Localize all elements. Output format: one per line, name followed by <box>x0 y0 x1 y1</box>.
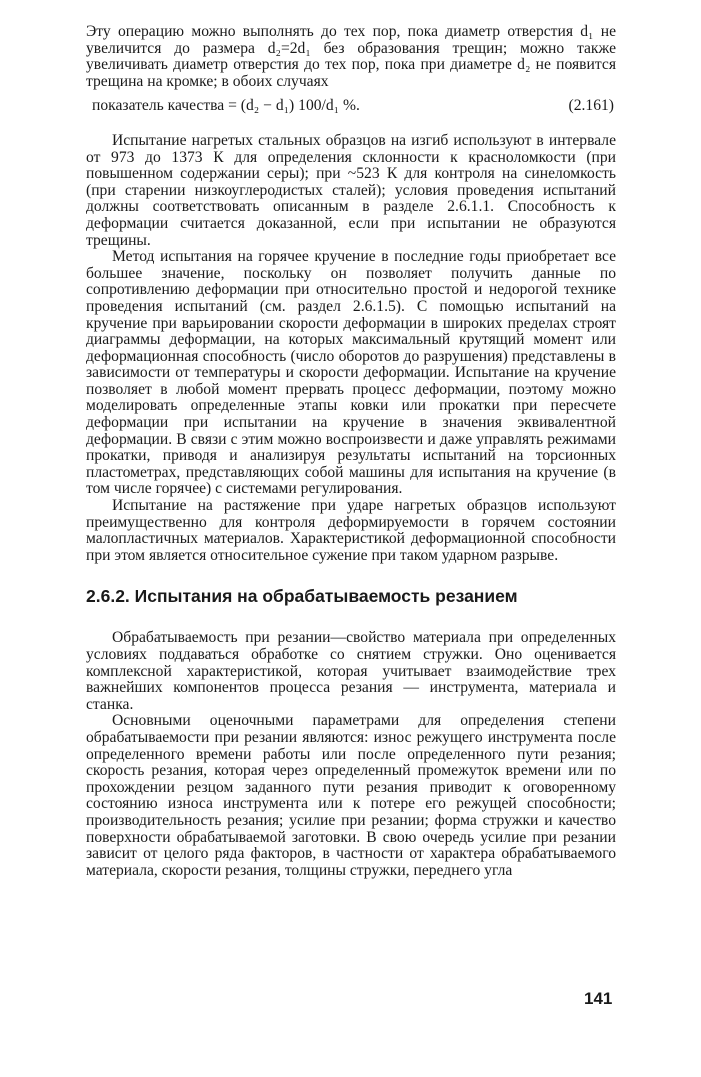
page-number: 141 <box>584 989 613 1008</box>
formula-2-161 <box>86 98 616 115</box>
page-body <box>86 24 616 879</box>
paragraph-continuation: Эту операцию можно выполнять до тех пор, пока диаметр отверстия d₁ не увеличится до размера d₂=2d₁ без образования трещин; можно также увеличивать диаметр отверстия до тех пор, пока при диаметре d₂ не появится трещина на кромке; в обоих случаях <box>86 23 616 90</box>
paragraph-torsion-test: Метод испытания на горячее кручение в последние годы приобретает все большее значение, поскольку он позволяет получить данные по сопротивлению деформации при относительно простой и недорогой технике проведения испытаний (см. раздел 2.6.1.5). С помощью испытаний на кручение при варьировании скорости деформации в широких пределах строят диаграммы деформации, на которых максимальный крутящий момент или деформационная способность (число оборотов до разрушения) представлены в зависимости от температуры и скорости деформации. Испытание на кручение позволяет в любой момент прервать процесс деформации, поэтому можно моделировать определенные этапы ковки или прокатки при пересчете деформации при испытании на кручение в значения эквивалентной деформации. В связи с этим можно воспроизвести и даже управлять режимами прокатки, приводя и анализируя результаты испытаний на торсионных пластометрах, представляющих собой машины для испытания на кручение (в том числе горячее) с системами регулирования. <box>86 248 616 498</box>
formula-number: (2.161) <box>568 97 614 115</box>
paragraph-impact-tension: Испытание на растяжение при ударе нагретых образцов используют преимущественно для контроля деформируемости в горячем состоянии малопластичных материалов. Характеристикой деформационной способности при этом является относительное сужение при таком ударном разрыве. <box>86 497 616 564</box>
formula-text: показатель качества = (d₂ − d₁) 100/d₁ %. <box>92 97 360 115</box>
paragraph-machinability-definition: Обрабатываемость при резании—свойство материала при определенных условиях поддаваться обработке со снятием стружки. Оно оценивается комплексной характеристикой, которая учитывает взаимодействие трех важнейших компонентов процесса резания — инструмента, материала и станка. <box>86 629 616 713</box>
paragraph-machinability-parameters: Основными оценочными параметрами для определения степени обрабатываемости при резании являются: износ режущего инструмента после определенного времени работы или после определенного пути резания; скорость резания, которая через определенный промежуток времени или по прохождении резцом заданного пути резания приводит к оговоренному состоянию износа инструмента или к потере его режущей способности; производительность резания; усилие при резании; форма стружки и качество поверхности обрабатываемой заготовки. В свою очередь усилие при резании зависит от целого ряда факторов, в частности от характера обрабатываемого материала, скорости резания, толщины стружки, переднего угла <box>86 712 616 879</box>
section-heading: 2.6.2. Испытания на обрабатываемость резанием <box>86 586 518 607</box>
paragraph-bend-test: Испытание нагретых стальных образцов на изгиб используют в интервале от 973 до 1373 К для определения склонности к красноломкости (при повышенном содержании серы); при ~523 К для контроля на синеломкость (при старении низкоуглеродистых сталей); условия проведения испытаний должны соответствовать описанным в разделе 2.6.1.1. Способность к деформации считается доказанной, если при испытании не образуются трещины. <box>86 131 616 249</box>
